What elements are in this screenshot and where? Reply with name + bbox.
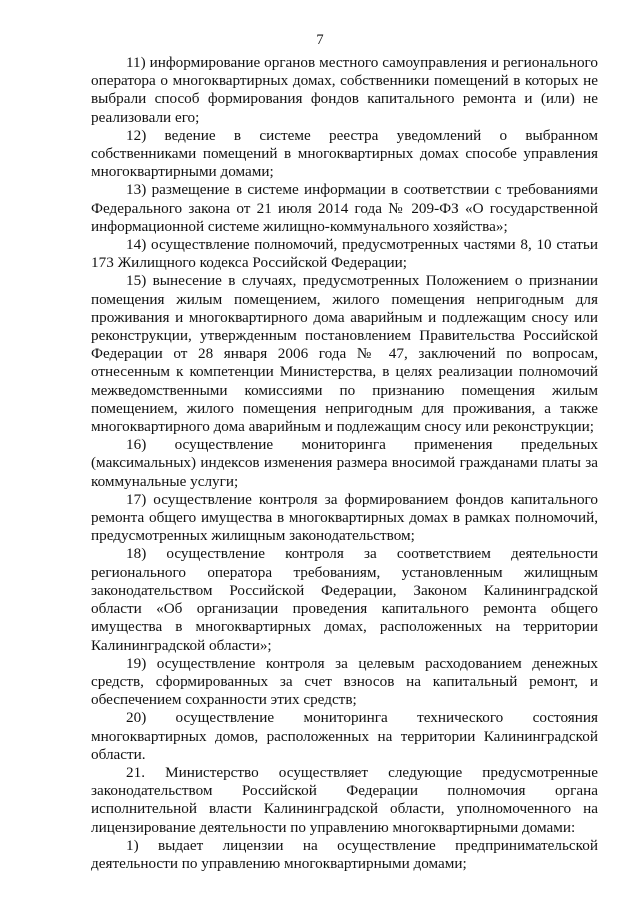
paragraph-item-19: 19) осуществление контроля за целевым расходованием денежных средств, сформированных за счет взносов на капитальный ремонт, и обеспечением сохранности этих средств; [91, 654, 598, 709]
page-number: 7 [316, 32, 324, 48]
paragraph-item-18: 18) осуществление контроля за соответствием деятельности регионального оператора требованиям, установленным жилищным законодательством Российской Федерации, Законом Калининградской области «Об организации проведения капитального ремонта общего имущества в многоквартирных домах, расположенных на территории Калининградской области»; [91, 545, 598, 654]
paragraph-item-12: 12) ведение в системе реестра уведомлений о выбранном собственниками помещений в многоквартирных домах способе управления многоквартирными домами; [91, 126, 598, 181]
paragraph-item-15: 15) вынесение в случаях, предусмотренных Положением о признании помещения жилым помещением, жилого помещения непригодным для проживания и многоквартирного дома аварийным и подлежащим сносу или реконструкции, утвержденным постановлением Правительства Российской Федерации от 28 января 2006 года № 47, заключений по вопросам, отнесенным к компетенции Министерства, в целях реализации полномочий межведомственными комиссиями по признанию помещения жилым помещением, жилого помещения непригодным для проживания, а также многоквартирного дома аварийным и подлежащим сносу или реконструкции; [91, 272, 598, 436]
paragraph-item-17: 17) осуществление контроля за формированием фондов капитального ремонта общего имущества в многоквартирных домах в рамках полномочий, предусмотренных жилищным законодательством; [91, 490, 598, 545]
paragraph-item-20: 20) осуществление мониторинга технического состояния многоквартирных домов, расположенных на территории Калининградской области. [91, 709, 598, 763]
paragraph-item-16: 16) осуществление мониторинга применения предельных (максимальных) индексов изменения размера вносимой гражданами платы за коммунальные услуги; [91, 436, 598, 490]
paragraph-section-21: 21. Министерство осуществляет следующие предусмотренные законодательством Российской Федерации полномочия органа исполнительной власти Калининградской области, уполномоченного на лицензирование деятельности по управлению многоквартирными домами: [91, 763, 598, 836]
paragraph-subitem-1: 1) выдает лицензии на осуществление предпринимательской деятельности по управлению многоквартирными домами; [91, 836, 598, 872]
paragraph-item-11: 11) информирование органов местного самоуправления и регионального оператора о многоквартирных домах, собственники помещений в которых не выбрали способ формирования фондов капитального ремонта и (или) не реализовали его; [91, 54, 598, 126]
document-body [91, 54, 598, 873]
paragraph-item-13: 13) размещение в системе информации в соответствии с требованиями Федерального закона от 21 июля 2014 года № 209-ФЗ «О государственной информационной системе жилищно-коммунального хозяйства»; [91, 181, 598, 235]
paragraph-item-14: 14) осуществление полномочий, предусмотренных частями 8, 10 статьи 173 Жилищного кодекса Российской Федерации; [91, 236, 598, 272]
